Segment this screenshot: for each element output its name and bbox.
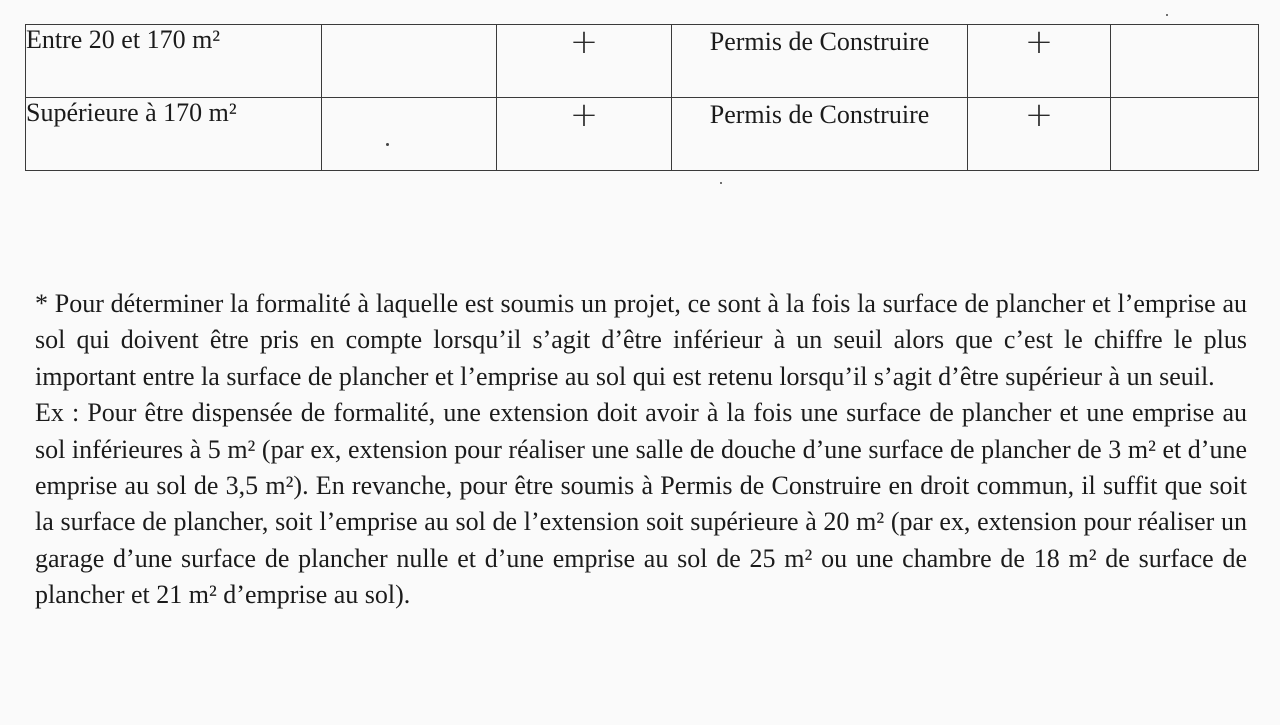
table-row	[26, 25, 1259, 98]
empty-cell	[1111, 25, 1259, 98]
scan-speck	[1166, 14, 1168, 16]
table-row	[26, 98, 1259, 171]
plus-cell	[968, 95, 1111, 171]
plus-cell	[497, 22, 672, 98]
plus-mark: +	[1024, 95, 1054, 135]
scan-speck	[720, 182, 722, 184]
empty-cell	[1111, 98, 1259, 171]
row-label: Entre 20 et 170 m²	[26, 25, 221, 54]
scan-speck	[386, 143, 389, 146]
row-label-cell	[26, 25, 322, 98]
formality-label: Permis de Construire	[709, 100, 930, 129]
footnote-paragraph: * Pour déterminer la formalité à laquelle est soumis un projet, ce sont à la fois la surface de plancher et l’emprise au sol qui doivent être pris en compte lorsqu’il s’agit d’être inférieur à un seuil alors que c’est le chiffre le plus important entre la surface de plancher et l’emprise au sol qui est retenu lorsqu’il s’agit d’être supérieur à un seuil.	[35, 289, 1247, 391]
row-label: Supérieure à 170 m²	[26, 98, 237, 127]
plus-cell	[497, 95, 672, 171]
row-label-cell	[26, 98, 322, 171]
example-paragraph: Ex : Pour être dispensée de formalité, une extension doit avoir à la fois une surface de plancher et une emprise au sol inférieures à 5 m² (par ex, extension pour réaliser une salle de douche d’une surface de plancher de 3 m² et d’une emprise au sol de 3,5 m²). En revanche, pour être soumis à Permis de Construire en droit commun, il suffit que soit la surface de plancher, soit l’emprise au sol de l’extension soit supérieure à 20 m² (par ex, extension pour réaliser un garage d’une surface de plancher nulle et d’une emprise au sol de 25 m² ou une chambre de 18 m² de surface de plancher et 21 m² d’emprise au sol).	[35, 398, 1247, 610]
empty-cell	[322, 25, 497, 98]
empty-cell	[322, 98, 497, 171]
plus-mark: +	[569, 22, 599, 62]
formality-label: Permis de Construire	[709, 27, 930, 56]
footnote	[35, 286, 1247, 614]
formality-cell	[672, 25, 968, 98]
plus-mark: +	[1024, 22, 1054, 62]
formality-cell	[672, 98, 968, 171]
plus-mark: +	[569, 95, 599, 135]
formalities-table	[25, 24, 1259, 171]
plus-cell	[968, 22, 1111, 98]
